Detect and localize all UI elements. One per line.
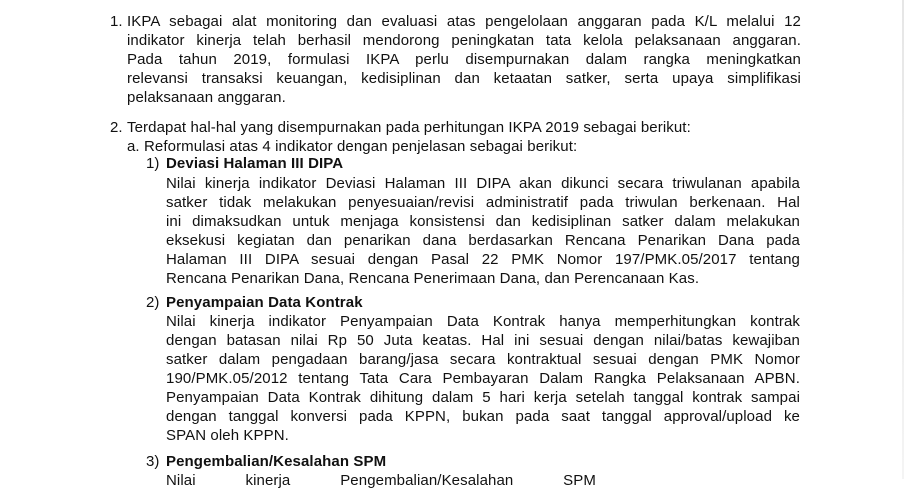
item-1-line: relevansi transaksi keuangan, kedisiplinan dan ketaatan satker, serta upaya simplifikasi: [127, 70, 801, 87]
point-2-line: Penyampaian Data Kontrak dihitung dalam 5 hari kerja setelah tanggal kontrak sampai: [166, 389, 800, 406]
point-1-title: Deviasi Halaman III DIPA: [166, 155, 344, 172]
item-1-line: IKPA sebagai alat monitoring dan evaluasi atas pengelolaan anggaran pada K/L melalui 12: [127, 13, 801, 30]
point-2-number: 2): [146, 294, 160, 311]
point-3-partial-line: Nilai kinerja Pengembalian/Kesalahan SPM: [166, 472, 596, 489]
point-2-line: satker dalam pengadaan barang/jasa secara kontraktual sesuai dengan PMK Nomor: [166, 351, 800, 368]
item-1-line: Pada tahun 2019, formulasi IKPA perlu disempurnakan dalam rangka meningkatkan: [127, 51, 801, 68]
point-1-line: eksekusi kegiatan dan penarikan dana berdasarkan Rencana Penarikan Dana pada: [166, 232, 800, 249]
point-2-line: SPAN oleh KPPN.: [166, 427, 289, 444]
point-1-line: ini dimaksudkan untuk menjaga konsistensi dan kedisiplinan satker dalam melakukan: [166, 213, 800, 230]
point-2-line: 190/PMK.05/2012 tentang Tata Cara Pembayaran Dalam Rangka Pelaksanaan APBN.: [166, 370, 800, 387]
item-2-number: 2.: [110, 119, 123, 136]
item-1-number: 1.: [110, 13, 123, 30]
point-2-line: dengan tanggal konversi pada KPPN, bukan pada saat tanggal approval/upload ke: [166, 408, 800, 425]
point-1-line: satker tidak melakukan penyesuaian/revisi administratif pada triwulan berkenaan. Hal: [166, 194, 800, 211]
point-2-title: Penyampaian Data Kontrak: [166, 294, 363, 311]
point-3-number: 3): [146, 453, 160, 470]
page-edge-shadow: [902, 0, 904, 479]
item-2-text: Terdapat hal-hal yang disempurnakan pada perhitungan IKPA 2019 sebagai berikut:: [127, 119, 691, 136]
point-1-line: Nilai kinerja indikator Deviasi Halaman III DIPA akan dikunci secara triwulanan apabila: [166, 175, 800, 192]
point-2-line: Nilai kinerja indikator Penyampaian Data Kontrak hanya memperhitungkan kontrak: [166, 313, 800, 330]
item-1-line: pelaksanaan anggaran.: [127, 89, 286, 106]
point-3-title: Pengembalian/Kesalahan SPM: [166, 453, 387, 470]
sub-a-text: Reformulasi atas 4 indikator dengan penjelasan sebagai berikut:: [144, 138, 578, 155]
point-1-line: Rencana Penarikan Dana, Rencana Penerimaan Dana, dan Perencanaan Kas.: [166, 270, 700, 287]
item-1-line: indikator kinerja telah berhasil mendorong peningkatan tata kelola pelaksanaan anggaran.: [127, 32, 801, 49]
point-1-line: Halaman III DIPA sesuai dengan Pasal 22 PMK Nomor 197/PMK.05/2017 tentang: [166, 251, 800, 268]
sub-a-letter: a.: [127, 138, 140, 155]
point-2-line: dengan batasan nilai Rp 50 Juta keatas. Hal ini sesuai dengan nilai/batas kewajiban: [166, 332, 800, 349]
point-1-number: 1): [146, 155, 160, 172]
